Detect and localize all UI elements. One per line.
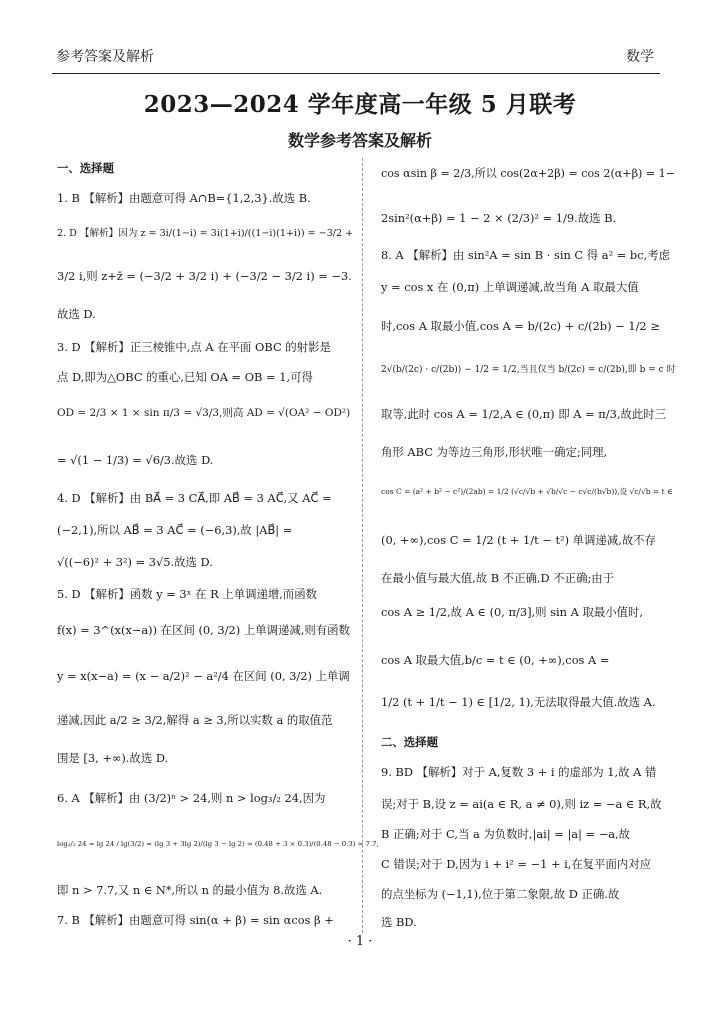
- right-column-text-line: B 正确;对于 C,当 a 为负数时,|ai| = |a| = −a,故: [381, 827, 631, 841]
- right-column-text-line: 9. BD 【解析】对于 A,复数 3 + i 的虚部为 1,故 A 错: [381, 765, 657, 779]
- left-column-text-line: √((−6)² + 3²) = 3√5.故选 D.: [57, 555, 213, 569]
- column-divider: [362, 158, 363, 933]
- right-column-text-line: 在最小值与最大值,故 B 不正确,D 不正确;由于: [381, 571, 615, 585]
- left-column-text-line: (−2,1),所以 AB⃗ = 3 AC⃗ = (−6,3),故 |AB⃗| =: [57, 523, 293, 537]
- left-column-text-line: 故选 D.: [57, 307, 96, 321]
- right-column-text-line: 角形 ABC 为等边三角形,形状唯一确定;同理,: [381, 445, 608, 459]
- page-number: · 1 ·: [347, 934, 373, 949]
- right-column-text-line: cos C = (a² + b² − c²)/(2ab) = 1/2 (√c/√b + √b/√c − c√c/(b√b)),设 √c/√b = t ∈: [381, 487, 673, 496]
- right-column-section-heading: 二、选择题: [381, 735, 438, 749]
- right-column-text-line: y = cos x 在 (0,π) 上单调递减,故当角 A 取最大值: [381, 280, 639, 294]
- left-column-text-line: = √(1 − 1/3) = √6/3.故选 D.: [57, 453, 214, 467]
- page-subtitle: 数学参考答案及解析: [287, 131, 432, 150]
- left-column-text-line: 递减,因此 a/2 ≥ 3/2,解得 a ≥ 3,所以实数 a 的取值范: [57, 713, 333, 727]
- left-column-text-line: 5. D 【解析】函数 y = 3ˣ 在 R 上单调递增,而函数: [57, 587, 318, 601]
- left-column-text-line: log₃/₂ 24 = lg 24 / lg(3/2) = (lg 3 + 3lg 2)/(lg 3 − lg 2) ≈ (0.48 + 3 × 0.3)/(0.48 − 0.3) ≈ 7.7,: [57, 840, 379, 848]
- left-column-text-line: 围是 [3, +∞).故选 D.: [57, 751, 169, 765]
- right-column-text-line: 8. A 【解析】由 sin²A = sin B · sin C 得 a² = bc,考虑: [381, 248, 670, 262]
- right-column-text-line: cos A 取最大值,b/c = t ∈ (0, +∞),cos A =: [381, 653, 610, 667]
- header-subject-label: 数学: [626, 49, 654, 65]
- left-column-text-line: 即 n > 7.7,又 n ∈ N*,所以 n 的最小值为 8.故选 A.: [57, 883, 323, 897]
- left-column-text-line: OD = 2/3 × 1 × sin π/3 = √3/3,则高 AD = √(OA² − OD²): [57, 407, 351, 419]
- right-column-text-line: cos αsin β = 2/3,所以 cos(2α+2β) = cos 2(α+β) = 1−: [381, 167, 676, 180]
- right-column-text-line: (0, +∞),cos C = 1/2 (t + 1/t − t²) 单调递减,故不存: [381, 533, 657, 547]
- right-column-text-line: 的点坐标为 (−1,1),位于第二象限,故 D 正确.故: [381, 887, 620, 901]
- right-column-text-line: 2√(b/(2c) · c/(2b)) − 1/2 = 1/2,当且仅当 b/(2c) = c/(2b),即 b = c 时: [381, 365, 676, 375]
- left-column-text-line: 3/2 i,则 z+z̄ = (−3/2 + 3/2 i) + (−3/2 − 3/2 i) = −3.: [57, 269, 352, 283]
- left-column-text-line: f(x) = 3^(x(x−a)) 在区间 (0, 3/2) 上单调递减,则有函数: [57, 623, 350, 637]
- left-column-text-line: 7. B 【解析】由题意可得 sin(α + β) = sin αcos β +: [57, 913, 334, 927]
- left-column-text-line: 4. D 【解析】由 BA⃗ = 3 CA⃗,即 AB⃗ = 3 AC⃗,又 AC⃗ =: [57, 491, 332, 505]
- left-column-text-line: 1. B 【解析】由题意可得 A∩B={1,2,3}.故选 B.: [57, 191, 311, 205]
- right-column-text-line: 取等,此时 cos A = 1/2,A ∈ (0,π) 即 A = π/3,故此时三: [381, 407, 667, 421]
- right-column-text-line: 2sin²(α+β) = 1 − 2 × (2/3)² = 1/9.故选 B.: [381, 211, 617, 225]
- right-column-text-line: C 错误;对于 D,因为 i + i² = −1 + i,在复平面内对应: [381, 857, 652, 871]
- left-column-text-line: 3. D 【解析】正三棱锥中,点 A 在平面 OBC 的射影是: [57, 340, 331, 354]
- left-column-text-line: 6. A 【解析】由 (3/2)ⁿ > 24,则 n > log₃/₂ 24,因为: [57, 791, 326, 805]
- page-title: 2023—2024 学年度高一年级 5 月联考: [143, 91, 577, 118]
- header-left-label: 参考答案及解析: [56, 49, 154, 65]
- right-column-text-line: cos A ≥ 1/2,故 A ∈ (0, π/3],则 sin A 取最小值时,: [381, 605, 644, 619]
- right-column-text-line: 1/2 (t + 1/t − 1) ∈ [1/2, 1),无法取得最大值.故选 A.: [381, 695, 656, 709]
- left-column-text-line: 点 D,即为△OBC 的重心,已知 OA = OB = 1,可得: [57, 370, 313, 384]
- right-column-text-line: 选 BD.: [381, 915, 417, 929]
- left-column-text-line: y = x(x−a) = (x − a/2)² − a²/4 在区间 (0, 3/2) 上单调: [57, 669, 350, 683]
- right-column-text-line: 时,cos A 取最小值,cos A = b/(2c) + c/(2b) − 1/2 ≥: [381, 319, 660, 333]
- left-column-text-line: 2. D 【解析】因为 z = 3i/(1−i) = 3i(1+i)/((1−i)(1+i)) = −3/2 +: [57, 228, 354, 239]
- right-column-text-line: 误;对于 B,设 z = ai(a ∈ R, a ≠ 0),则 iz = −a ∈ R,故: [381, 797, 662, 811]
- left-column-section-heading: 一、选择题: [57, 161, 114, 175]
- header-rule: [52, 73, 660, 74]
